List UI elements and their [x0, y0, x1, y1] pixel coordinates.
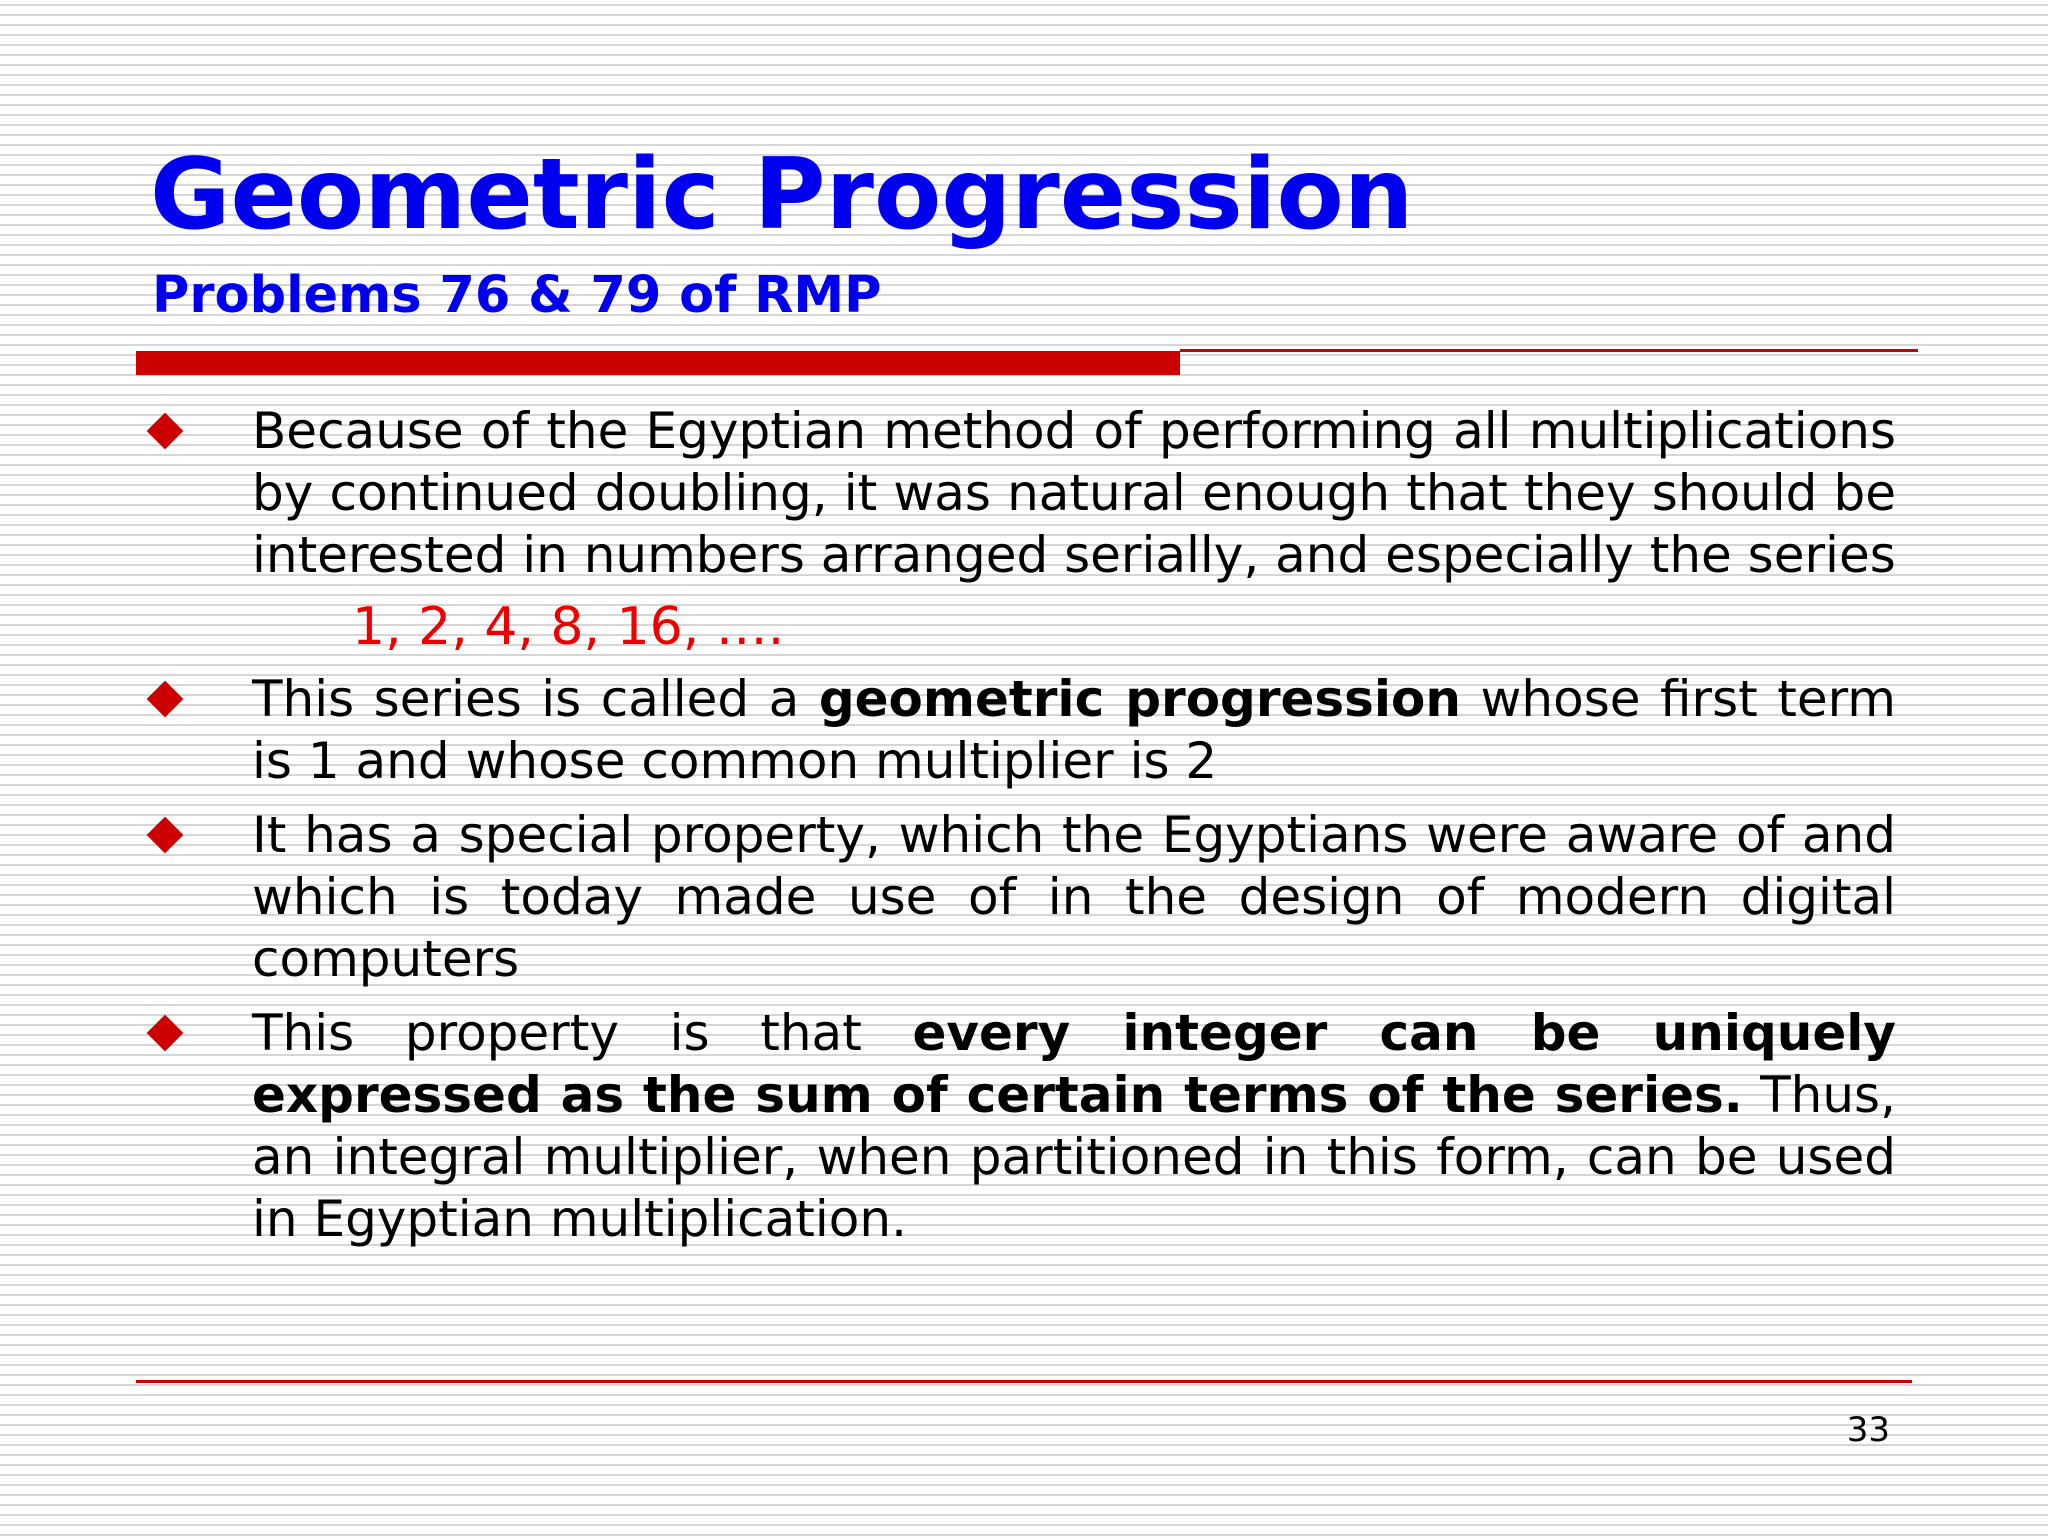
title-divider-thin [1180, 349, 1918, 352]
bullet-text-segment: This property is that [252, 1004, 913, 1062]
bullet-text [252, 400, 1896, 586]
bullet-item [252, 1002, 1896, 1250]
bullet-text-segment: Thus, an integral multiplier, when partitioned in this form, can be used in Egyptian multiplication. [252, 1066, 1896, 1248]
bullet-text-segment: Because of the Egyptian method of performing all multiplications by continued doubling, it was natural enough that they should be interested in numbers arranged serially, and especially the series [252, 402, 1896, 584]
slide-content [0, 400, 2048, 1250]
red-diamond-icon [147, 817, 184, 854]
footer-divider [136, 1380, 1912, 1383]
slide-subtitle: Problems 76 & 79 of RMP [152, 266, 882, 325]
bullet-item [252, 804, 1896, 990]
bullet-emphasis: every integer can be uniquely expressed as the sum of certain terms of the series. [252, 1004, 1896, 1124]
bullet-text [252, 804, 1896, 990]
series-example: 1, 2, 4, 8, 16, …. [352, 597, 785, 657]
red-diamond-icon [147, 413, 184, 450]
slide-title: Geometric Progression [150, 138, 1414, 252]
bullet-emphasis: geometric progression [818, 670, 1462, 728]
bullet-text-segment: It has a special property, which the Egyptians were aware of and which is today made use of in the design of modern digital computers [252, 806, 1896, 988]
bullet-text [252, 1002, 1896, 1250]
bullet-text-segment: This series is called a [252, 670, 819, 728]
page-number: 33 [1846, 1410, 1890, 1450]
bullet-text-segment: whose first term is 1 and whose common multiplier is 2 [252, 670, 1896, 790]
bullet-item [252, 400, 1896, 586]
bullet-item [252, 668, 1896, 792]
red-diamond-icon [147, 681, 184, 718]
title-divider-thick [136, 351, 1180, 375]
bullet-text [252, 668, 1896, 792]
red-diamond-icon [147, 1015, 184, 1052]
